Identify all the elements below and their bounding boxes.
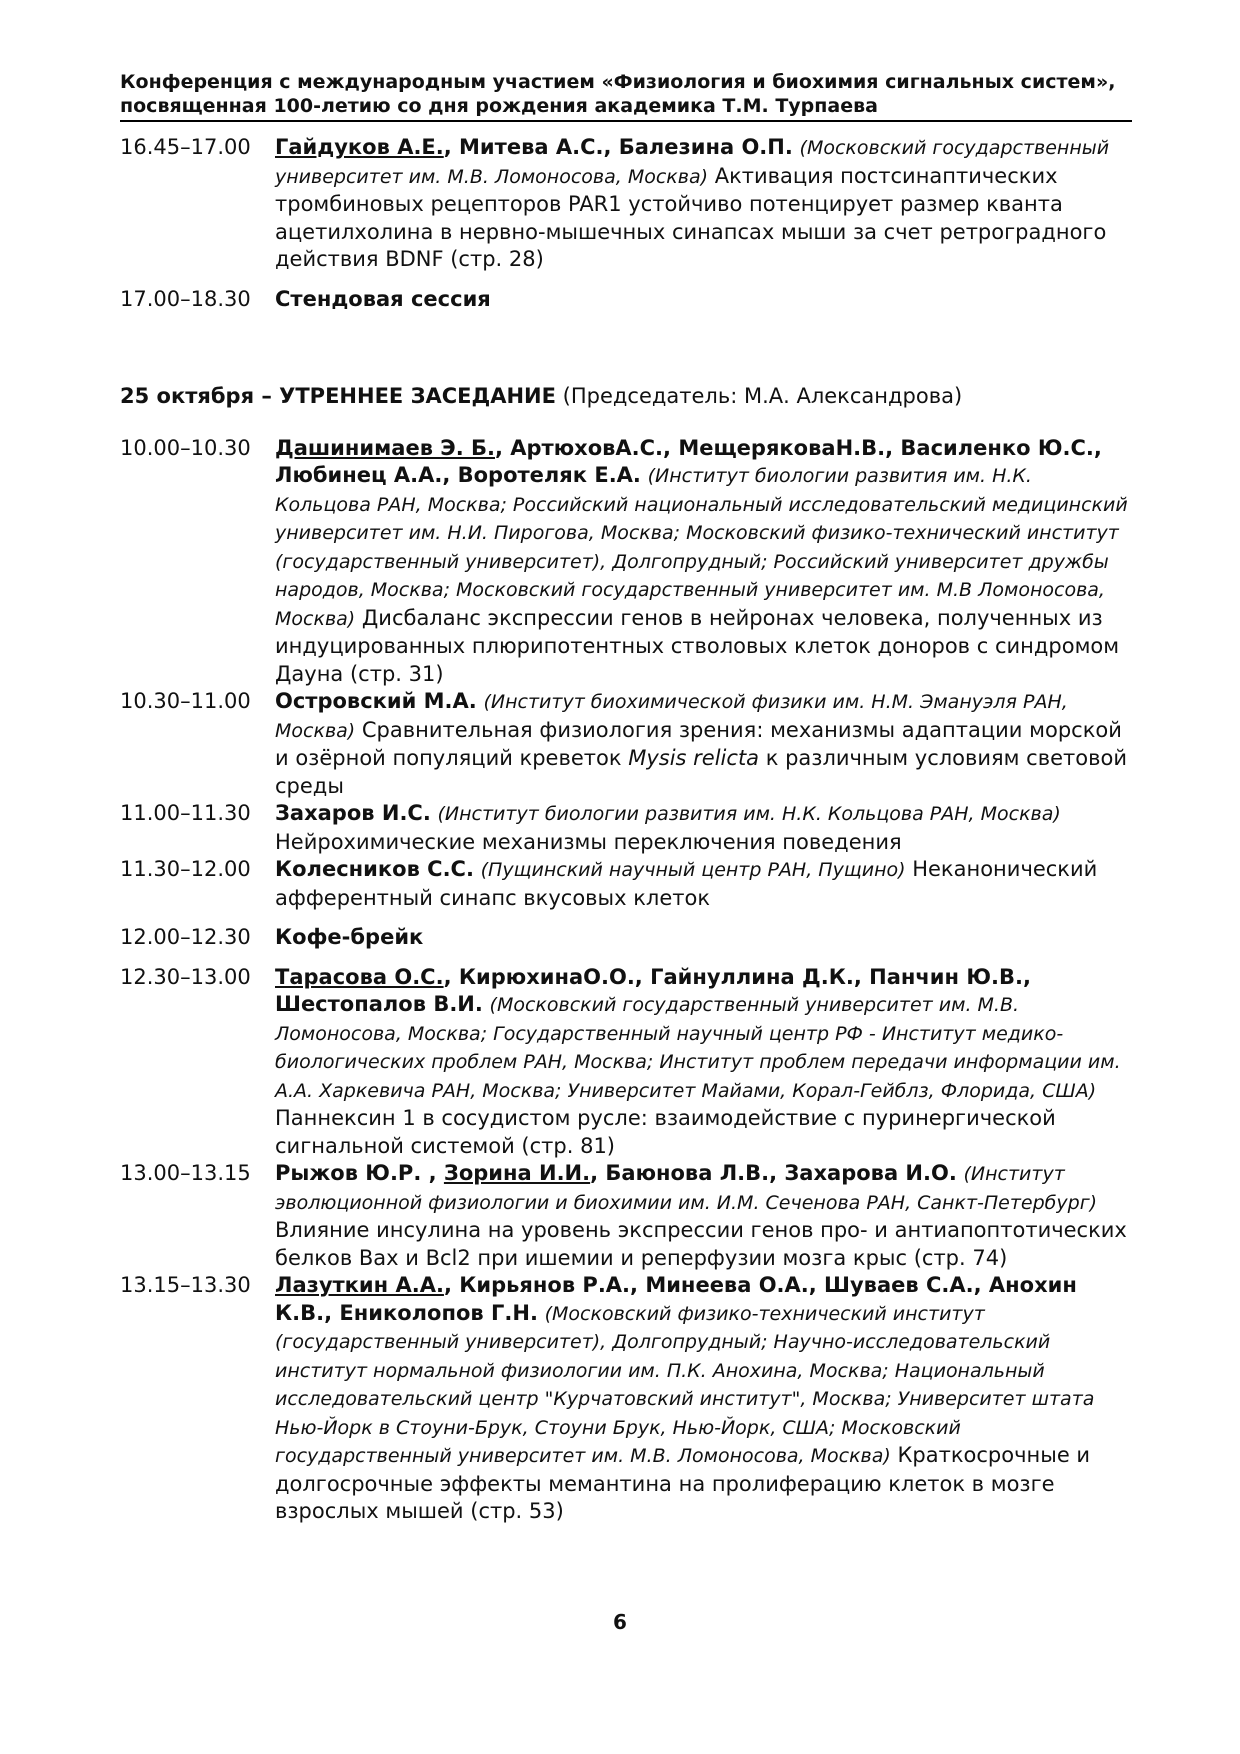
affiliation: (Московский государственный университет им. М.В. Ломоносова, Москва) [275, 137, 1110, 188]
entry-time: 17.00–18.30 [120, 286, 251, 311]
coffee-label: Кофе-брейк [275, 925, 424, 949]
affiliation: (Институт биологии развития им. Н.К. Кольцова РАН, Москва) [437, 803, 1061, 825]
talk-title-end: к различным условиям световой среды [275, 746, 1127, 798]
entry-time: 13.00–13.15 [120, 1161, 251, 1185]
entry-time: 10.30–11.00 [120, 689, 251, 713]
affiliation: (Московский физико-технический институт (государственный университет), Долгопрудный; Научно-исследовательский институт нормальной физиологии им. П.К. Анохина, Москва; Национальный исследовательский центр "Курчатовский институт", Москва; Университет штата Нью-Йорк в Стоуни-Брук, Стоуни Брук, Нью-Йорк, США; Московский государственный университет им. М.В. Ломоносова, Москва) [275, 1302, 1095, 1467]
affiliation: (Институт эволюционной физиологии и биохимии им. И.М. Сеченова РАН, Санкт-Петербург) [275, 1163, 1098, 1214]
session-chair: (Председатель: М.А. Александрова) [562, 384, 963, 408]
entry-time: 10.00–10.30 [120, 435, 251, 460]
talk-title: Нейрохимические механизмы переключения поведения [275, 829, 902, 854]
talk-title: Влияние инсулина на уровень экспрессии генов про- и антиапоптотических белков Bax и Bcl2 при ишемии и реперфузии мозга крыс (стр. 74) [275, 1218, 1127, 1270]
affiliation: (Московский государственный университет им. М.В. Ломоносова, Москва; Государственный научный центр РФ - Институт медико-биологических проблем РАН, Москва; Институт проблем передачи информации им. А.А. Харкевича РАН, Москва; Университет Майами, Корал-Гейблз, Флорида, США) [275, 994, 1121, 1102]
entry-time: 13.15–13.30 [120, 1273, 251, 1297]
coauthors: , АртюховА.С., МещеряковаН.В., Василенко Ю.С., Любинец А.А., Воротеляк Е.А. [275, 435, 1102, 487]
session-date: 25 октября – УТРЕННЕЕ ЗАСЕДАНИЕ [120, 384, 556, 408]
presenter-name: Колесников С.С. [275, 857, 474, 881]
program-entry [120, 688, 1132, 800]
species-name: Mysis relicta [628, 746, 760, 770]
page-header [120, 70, 1132, 122]
header-line-2: посвященная 100-летию со дня рождения академика Т.М. Турпаева [120, 95, 878, 117]
presenter-name: Островский М.А. [275, 689, 477, 713]
presenter-name: Лазуткин А.А. [275, 1273, 444, 1297]
header-line-1: Конференция с международным участием «Физиология и биохимия сигнальных систем», [120, 71, 1116, 93]
talk-title: Краткосрочные и долгосрочные эффекты мемантина на пролиферацию клеток в мозге взрослых мышей (стр. 53) [275, 1443, 1091, 1523]
poster-label: Стендовая сессия [275, 286, 491, 311]
program-entry [120, 1160, 1132, 1272]
coauthors: , КирюхинаО.О., Гайнуллина Д.К., Панчин Ю.В., Шестопалов В.И. [275, 964, 1031, 1016]
poster-session [120, 286, 1132, 314]
entry-time: 11.00–11.30 [120, 801, 251, 825]
first-author: Рыжов Ю.Р. , [275, 1161, 444, 1185]
talk-title: Сравнительная физиология зрения: механизмы адаптации морской и озёрной популяций креветок [275, 717, 1122, 770]
talk-title: Неканонический афферентный синапс вкусовых клеток [275, 857, 1098, 910]
presenter-name: Гайдуков А.Е. [275, 135, 444, 159]
program-entry [120, 1272, 1132, 1526]
talk-title: Дисбаланс экспрессии генов в нейронах человека, полученных из индуцированных плюрипотентных стволовых клеток доноров с синдромом Дауна (стр. 31) [275, 605, 1120, 686]
program-entry [120, 800, 1132, 856]
entry-time: 16.45–17.00 [120, 135, 251, 159]
affiliation: (Институт биохимической физики им. Н.М. Эмануэля РАН, Москва) [275, 691, 1068, 742]
page-number: 6 [613, 1610, 627, 1634]
coffee-break [120, 924, 1132, 952]
coauthors: , Кирьянов Р.А., Минеева О.А., Шуваев С.А., Анохин К.В., Ениколопов Г.Н. [275, 1273, 1077, 1325]
entry-time: 12.30–13.00 [120, 964, 251, 989]
entry-time: 12.00–12.30 [120, 925, 251, 949]
presenter-name: Зорина И.И. [443, 1161, 591, 1185]
talk-title: Активация постсинаптических тромбиновых рецепторов PAR1 устойчиво потенцирует размер кванта ацетилхолина в нервно-мышечных синапсах мыши за счет ретроградного действия BDNF (стр. 28) [275, 163, 1107, 271]
program-entry [120, 134, 1132, 274]
affiliation: (Институт биологии развития им. Н.К. Кольцова РАН, Москва; Российский национальный исследовательский медицинский университет им. Н.И. Пирогова, Москва; Московский физико-технический институт (государственный университет), Долгопрудный; Российский университет дружбы народов, Москва; Московский государственный университет им. М.В Ломоносова, Москва) [275, 465, 1128, 630]
page-content [120, 70, 1132, 1526]
coauthors: , Баюнова Л.В., Захарова И.О. [590, 1161, 957, 1185]
session-heading [120, 383, 1132, 411]
entry-time: 11.30–12.00 [120, 857, 251, 881]
presenter-name: Тарасова О.С. [275, 964, 444, 989]
program-entry [120, 435, 1132, 689]
talk-title: Паннексин 1 в сосудистом русле: взаимодействие с пуринергической сигнальной системой (стр. 81) [275, 1106, 1056, 1158]
program-entry [120, 964, 1132, 1161]
presenter-name: Захаров И.С. [275, 801, 431, 825]
coauthors: , Митева А.С., Балезина О.П. [443, 135, 793, 159]
presenter-name: Дашинимаев Э. Б. [275, 435, 495, 460]
affiliation: (Пущинский научный центр РАН, Пущино) [480, 859, 906, 881]
program-entry [120, 856, 1132, 912]
